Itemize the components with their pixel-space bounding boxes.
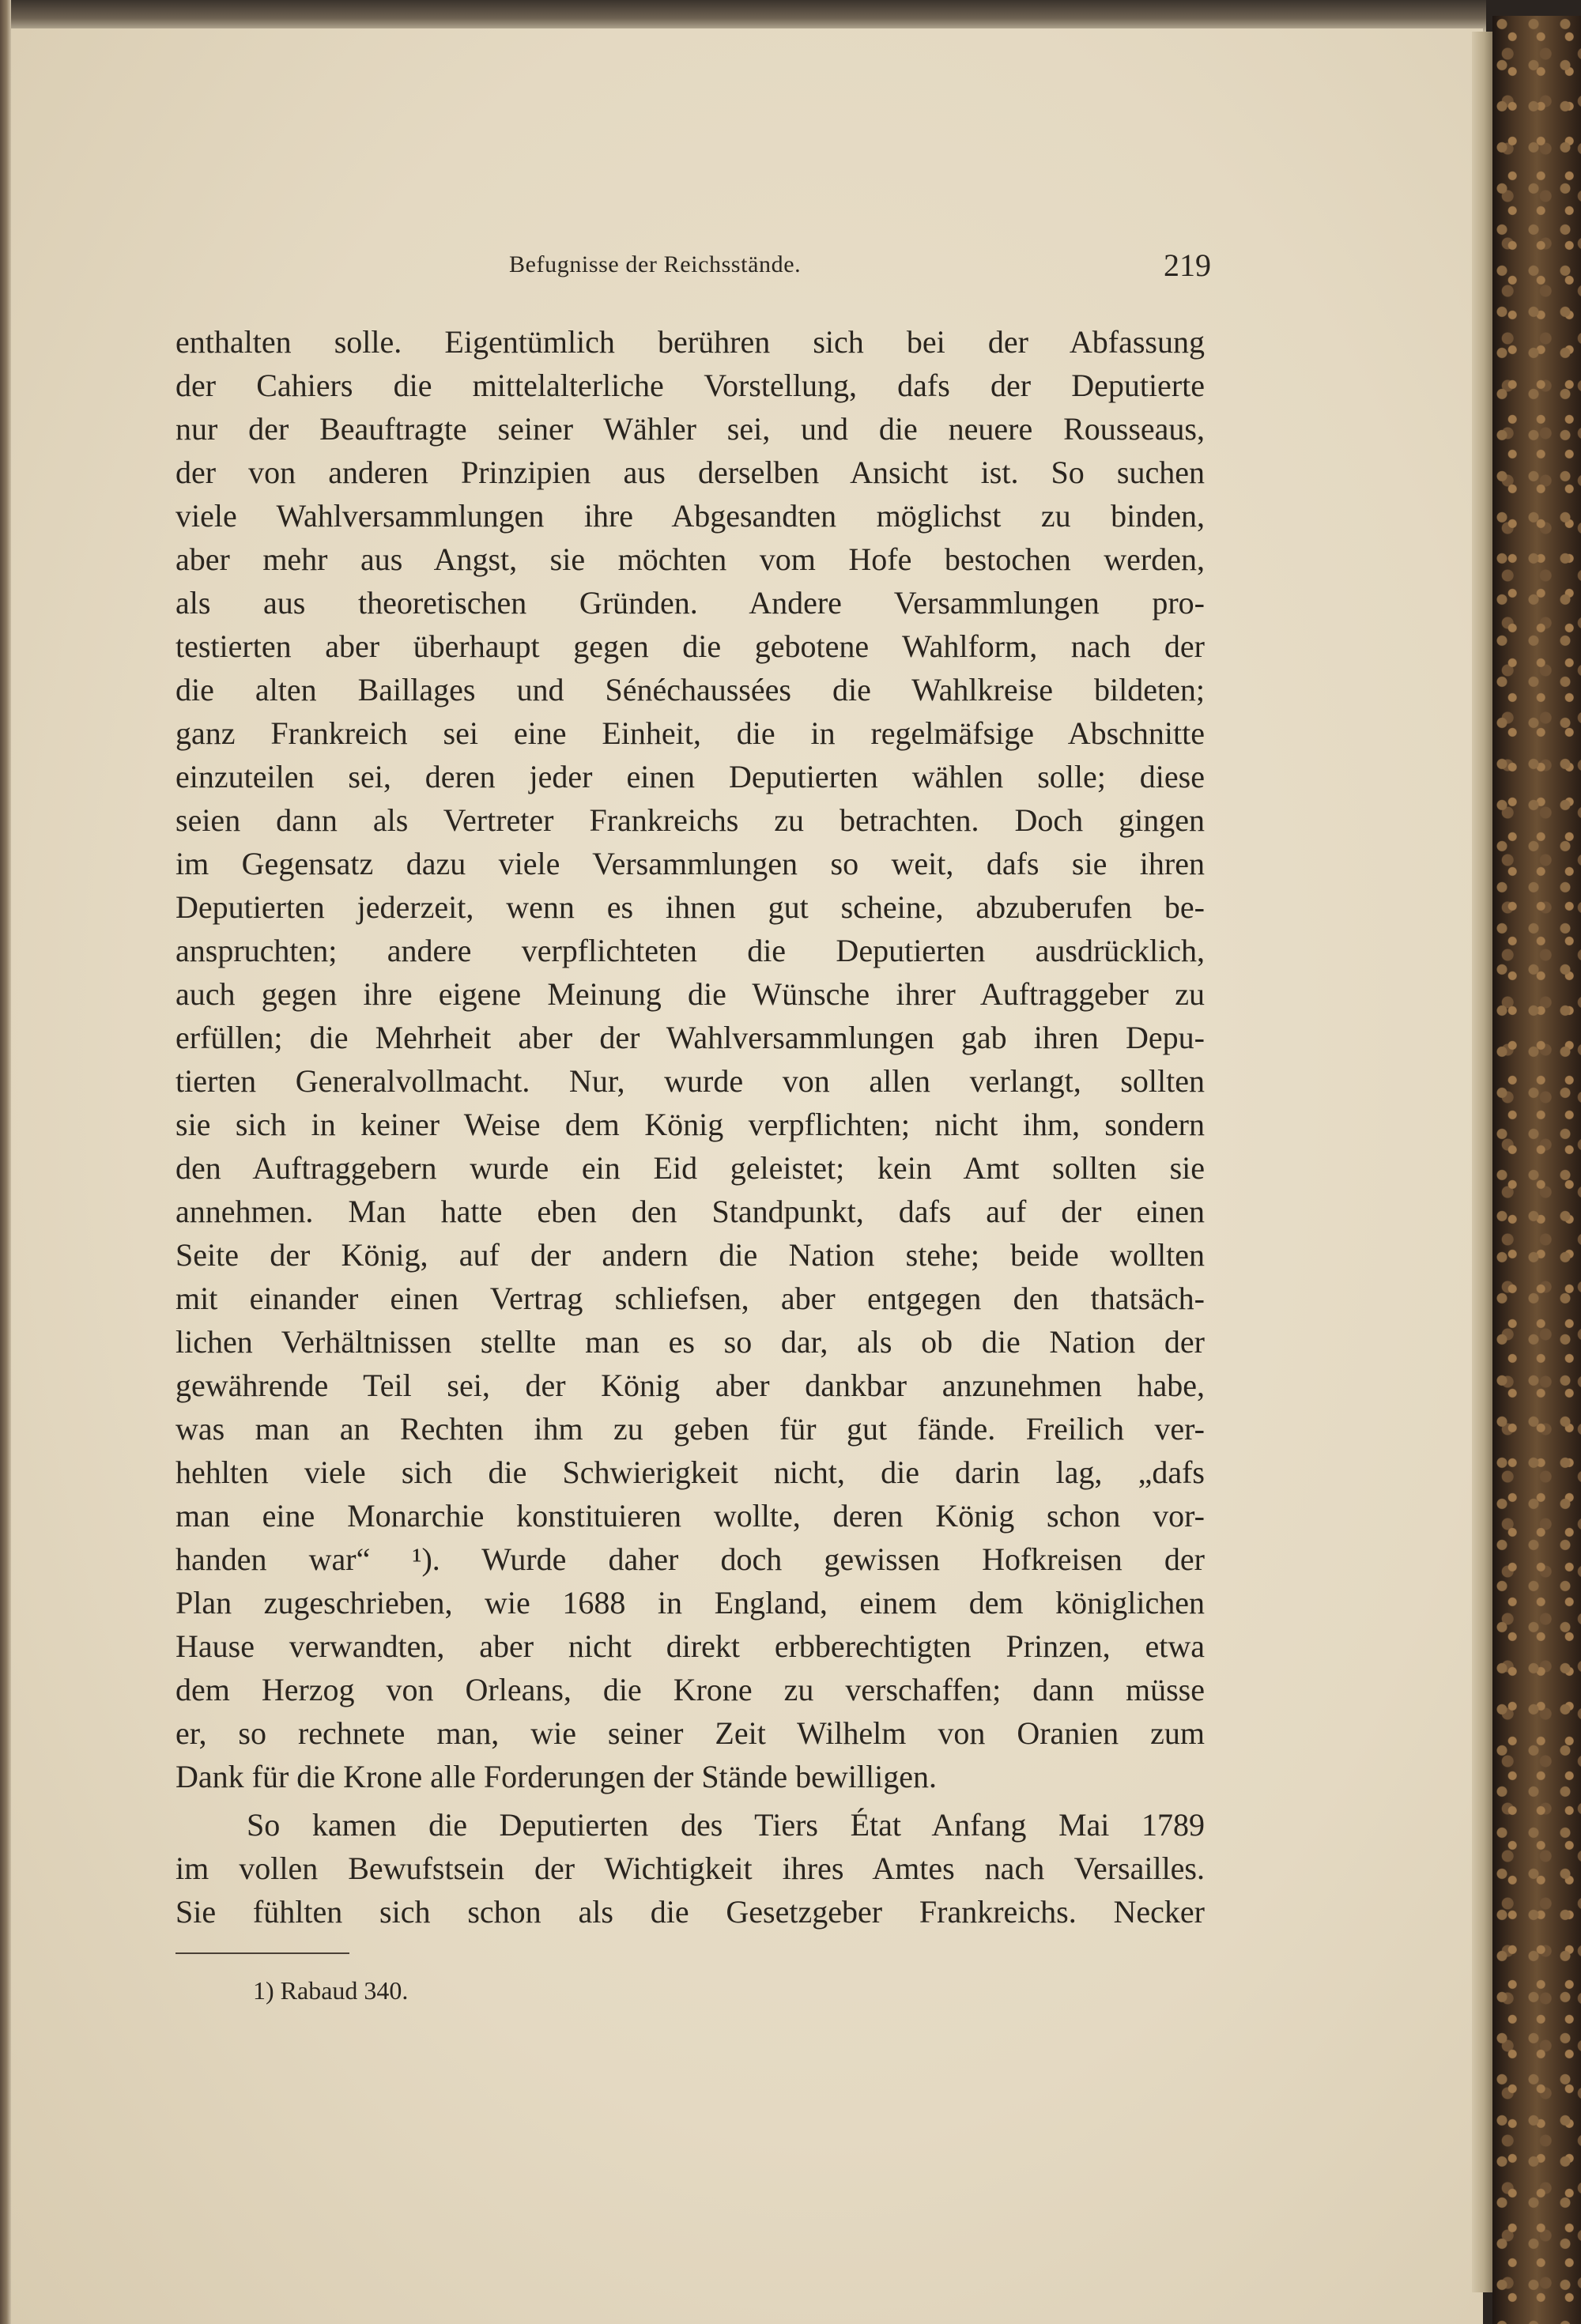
body-text bbox=[175, 320, 1205, 1934]
text-line: im Gegensatz dazu viele Versammlungen so weit, dafs sie ihren bbox=[175, 846, 1205, 881]
text-line: handen war“ ¹). Wurde daher doch gewissen Hofkreisen der bbox=[175, 1541, 1205, 1577]
text-line: erfüllen; die Mehrheit aber der Wahlversammlungen gab ihren Depu- bbox=[175, 1020, 1205, 1055]
text-line: Deputierten jederzeit, wenn es ihnen gut scheine, abzuberufen be- bbox=[175, 889, 1205, 925]
text-line: Dank für die Krone alle Forderungen der Stände bewilligen. bbox=[175, 1759, 938, 1794]
text-line: Sie fühlten sich schon als die Gesetzgeber Frankreichs. Necker bbox=[175, 1894, 1205, 1930]
text-line: lichen Verhältnissen stellte man es so dar, als ob die Nation der bbox=[175, 1324, 1205, 1360]
text-line: nur der Beauftragte seiner Wähler sei, und die neuere Rousseaus, bbox=[175, 411, 1205, 447]
text-line: als aus theoretischen Gründen. Andere Versammlungen pro- bbox=[175, 585, 1205, 621]
text-line: viele Wahlversammlungen ihre Abgesandten möglichst zu binden, bbox=[175, 498, 1205, 534]
marbled-book-cover bbox=[1492, 16, 1581, 2324]
text-line: annehmen. Man hatte eben den Standpunkt, dafs auf der einen bbox=[175, 1194, 1205, 1229]
scan-left-edge bbox=[0, 0, 11, 2324]
text-line: auch gegen ihre eigene Meinung die Wünsche ihrer Auftraggeber zu bbox=[175, 976, 1205, 1012]
text-line: im vollen Bewufstsein der Wichtigkeit ihres Amtes nach Versailles. bbox=[175, 1851, 1205, 1886]
text-line: ganz Frankreich sei eine Einheit, die in regelmäfsige Abschnitte bbox=[175, 715, 1205, 751]
text-line: was man an Rechten ihm zu geben für gut fände. Freilich ver- bbox=[175, 1411, 1205, 1447]
paragraph-1 bbox=[175, 320, 1205, 1798]
text-line: der von anderen Prinzipien aus derselben Ansicht ist. So suchen bbox=[175, 455, 1205, 490]
text-line: Seite der König, auf der andern die Nation stehe; beide wollten bbox=[175, 1237, 1205, 1273]
paragraph-2 bbox=[175, 1803, 1205, 1934]
text-line: er, so rechnete man, wie seiner Zeit Wilhelm von Oranien zum bbox=[175, 1715, 1205, 1751]
text-line: man eine Monarchie konstituieren wollte, deren König schon vor- bbox=[175, 1498, 1205, 1534]
text-line: anspruchten; andere verpflichteten die Deputierten ausdrücklich, bbox=[175, 933, 1205, 968]
text-line: enthalten solle. Eigentümlich berühren sich bei der Abfassung bbox=[175, 324, 1205, 360]
text-line: einzuteilen sei, deren jeder einen Deputierten wählen solle; diese bbox=[175, 759, 1205, 794]
text-line: aber mehr aus Angst, sie möchten vom Hofe bestochen werden, bbox=[175, 541, 1205, 577]
footnote-rule bbox=[175, 1952, 349, 1954]
text-line: hehlten viele sich die Schwierigkeit nicht, die darin lag, „dafs bbox=[175, 1454, 1205, 1490]
text-line: So kamen die Deputierten des Tiers État Anfang Mai 1789 bbox=[247, 1807, 1205, 1843]
text-line: seien dann als Vertreter Frankreichs zu betrachten. Doch gingen bbox=[175, 802, 1205, 838]
footnote-text: Rabaud 340. bbox=[280, 1976, 409, 2005]
text-line: testierten aber überhaupt gegen die gebotene Wahlform, nach der bbox=[175, 628, 1205, 664]
text-line: der Cahiers die mittelalterliche Vorstellung, dafs der Deputierte bbox=[175, 368, 1205, 403]
text-line: den Auftraggebern wurde ein Eid geleistet; kein Amt sollten sie bbox=[175, 1150, 1205, 1186]
text-line: Plan zugeschrieben, wie 1688 in England, einem dem königlichen bbox=[175, 1585, 1205, 1620]
page-stack-edge bbox=[1472, 32, 1492, 2292]
text-line: die alten Baillages und Sénéchaussées die Wahlkreise bildeten; bbox=[175, 672, 1205, 707]
footnote bbox=[253, 1976, 408, 2005]
text-line: Hause verwandten, aber nicht direkt erbberechtigten Prinzen, etwa bbox=[175, 1628, 1205, 1664]
page-header bbox=[174, 247, 1211, 294]
text-line: mit einander einen Vertrag schliefsen, aber entgegen den thatsäch- bbox=[175, 1281, 1205, 1316]
running-head: Befugnisse der Reichsstände. bbox=[509, 251, 802, 277]
text-line: sie sich in keiner Weise dem König verpflichten; nicht ihm, sondern bbox=[175, 1107, 1205, 1142]
text-line: dem Herzog von Orleans, die Krone zu verschaffen; dann müsse bbox=[175, 1672, 1205, 1707]
page-number: 219 bbox=[1164, 247, 1211, 283]
text-line: tierten Generalvollmacht. Nur, wurde von allen verlangt, sollten bbox=[175, 1063, 1205, 1099]
text-line: gewährende Teil sei, der König aber dankbar anzunehmen habe, bbox=[175, 1368, 1205, 1403]
footnote-marker: 1) bbox=[253, 1976, 274, 2005]
